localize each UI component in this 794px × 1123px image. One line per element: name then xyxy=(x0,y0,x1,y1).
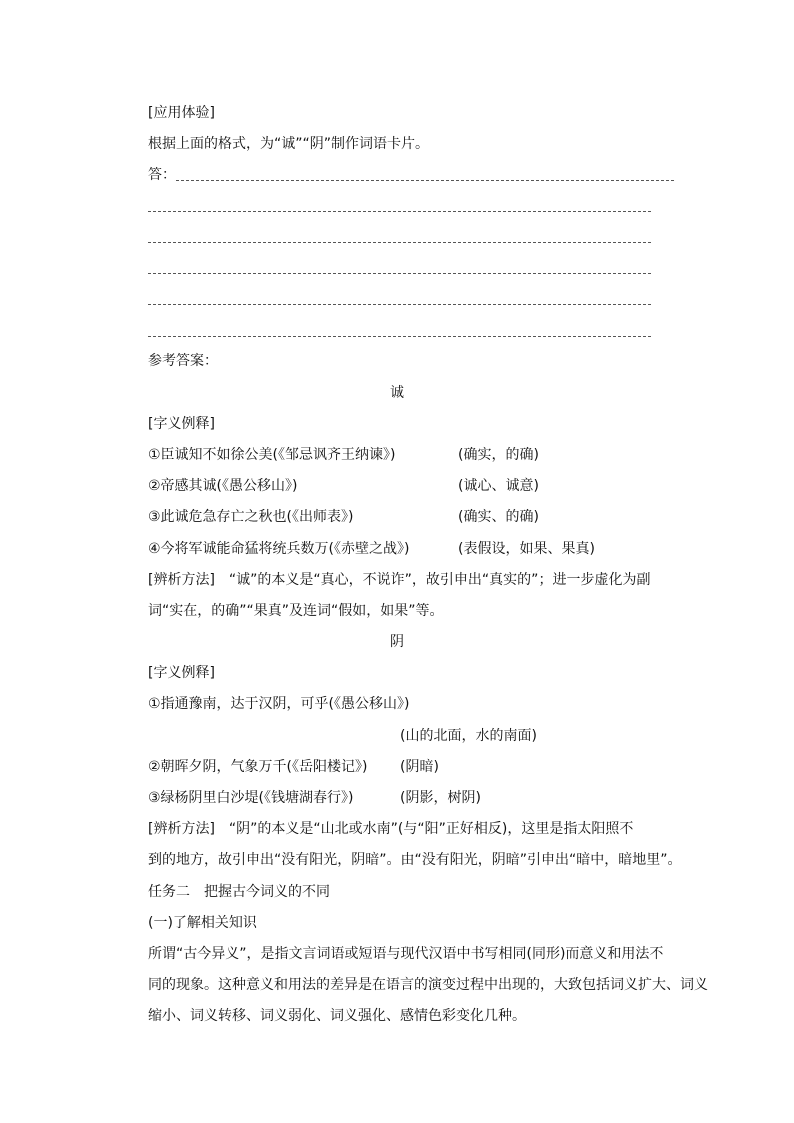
task2-paragraph-cont: 同的现象。这种意义和用法的差异是在语言的演变过程中出现的，大致包括词义扩大、词义 xyxy=(148,977,708,993)
card1-analysis-cont: 词“实在，的确”“果真”及连词“假如，如果”等。 xyxy=(148,603,444,619)
reference-label: 参考答案： xyxy=(148,353,218,369)
card2-meaning: (阴影，树阴) xyxy=(400,790,481,806)
card2-meaning: (山的北面，水的南面) xyxy=(400,728,537,744)
card1-meaning: (表假设，如果、果真) xyxy=(458,541,595,557)
answer-line-5[interactable] xyxy=(148,304,651,305)
card1-example: ④今将军诚能命猛将统兵数万(《赤壁之战》) xyxy=(148,541,410,557)
card2-analysis: [辨析方法] “阴”的本义是“山北或水南”(与“阳”正好相反)，这里是指太阳照不 xyxy=(148,821,634,837)
answer-line-4[interactable] xyxy=(148,273,651,274)
card1-analysis: [辨析方法] “诚”的本义是“真心，不说诈”，故引申出“真实的”；进一步虚化为副 xyxy=(148,572,651,588)
task2-paragraph-end: 缩小、词义转移、词义弱化、词义强化、感情色彩变化几种。 xyxy=(148,1008,526,1024)
card2-subheading: [字义例释] xyxy=(148,665,215,681)
card2-title: 阴 xyxy=(390,634,404,650)
answer-line-1[interactable] xyxy=(176,180,674,181)
card1-title: 诚 xyxy=(390,385,404,401)
task2-paragraph: 所谓“古今异义”，是指文言词语或短语与现代汉语中书写相同(同形)而意义和用法不 xyxy=(148,946,664,962)
card2-example: ①指通豫南，达于汉阴，可乎(《愚公移山》) xyxy=(148,696,410,712)
card1-subheading: [字义例释] xyxy=(148,416,215,432)
task2-sub: (一)了解相关知识 xyxy=(148,915,257,931)
card1-example: ①臣诚知不如徐公美(《邹忌讽齐王纳谏》) xyxy=(148,447,396,463)
card2-example: ②朝晖夕阴，气象万千(《岳阳楼记》) xyxy=(148,759,368,775)
card1-example: ②帝感其诚(《愚公移山》) xyxy=(148,478,298,494)
card2-example: ③绿杨阴里白沙堤(《钱塘湖春行》) xyxy=(148,790,354,806)
answer-line-6[interactable] xyxy=(148,336,651,337)
card1-example: ③此诚危急存亡之秋也(《出师表》) xyxy=(148,509,354,525)
answer-line-3[interactable] xyxy=(148,242,651,243)
card2-meaning: (阴暗) xyxy=(400,759,439,775)
card1-meaning: (确实、的确) xyxy=(458,509,539,525)
card1-meaning: (诚心、诚意) xyxy=(458,478,539,494)
answer-label: 答： xyxy=(148,167,176,183)
card1-meaning: (确实，的确) xyxy=(458,447,539,463)
card2-analysis-cont: 到的地方，故引申出“没有阳光，阴暗”。由“没有阳光，阴暗”引申出“暗中，暗地里”。 xyxy=(148,852,682,868)
task2-title: 任务二 把握古今词义的不同 xyxy=(148,884,330,900)
answer-line-2[interactable] xyxy=(148,211,651,212)
application-heading: [应用体验] xyxy=(148,105,215,121)
instruction-text: 根据上面的格式，为“诚”“阴”制作词语卡片。 xyxy=(148,136,430,152)
